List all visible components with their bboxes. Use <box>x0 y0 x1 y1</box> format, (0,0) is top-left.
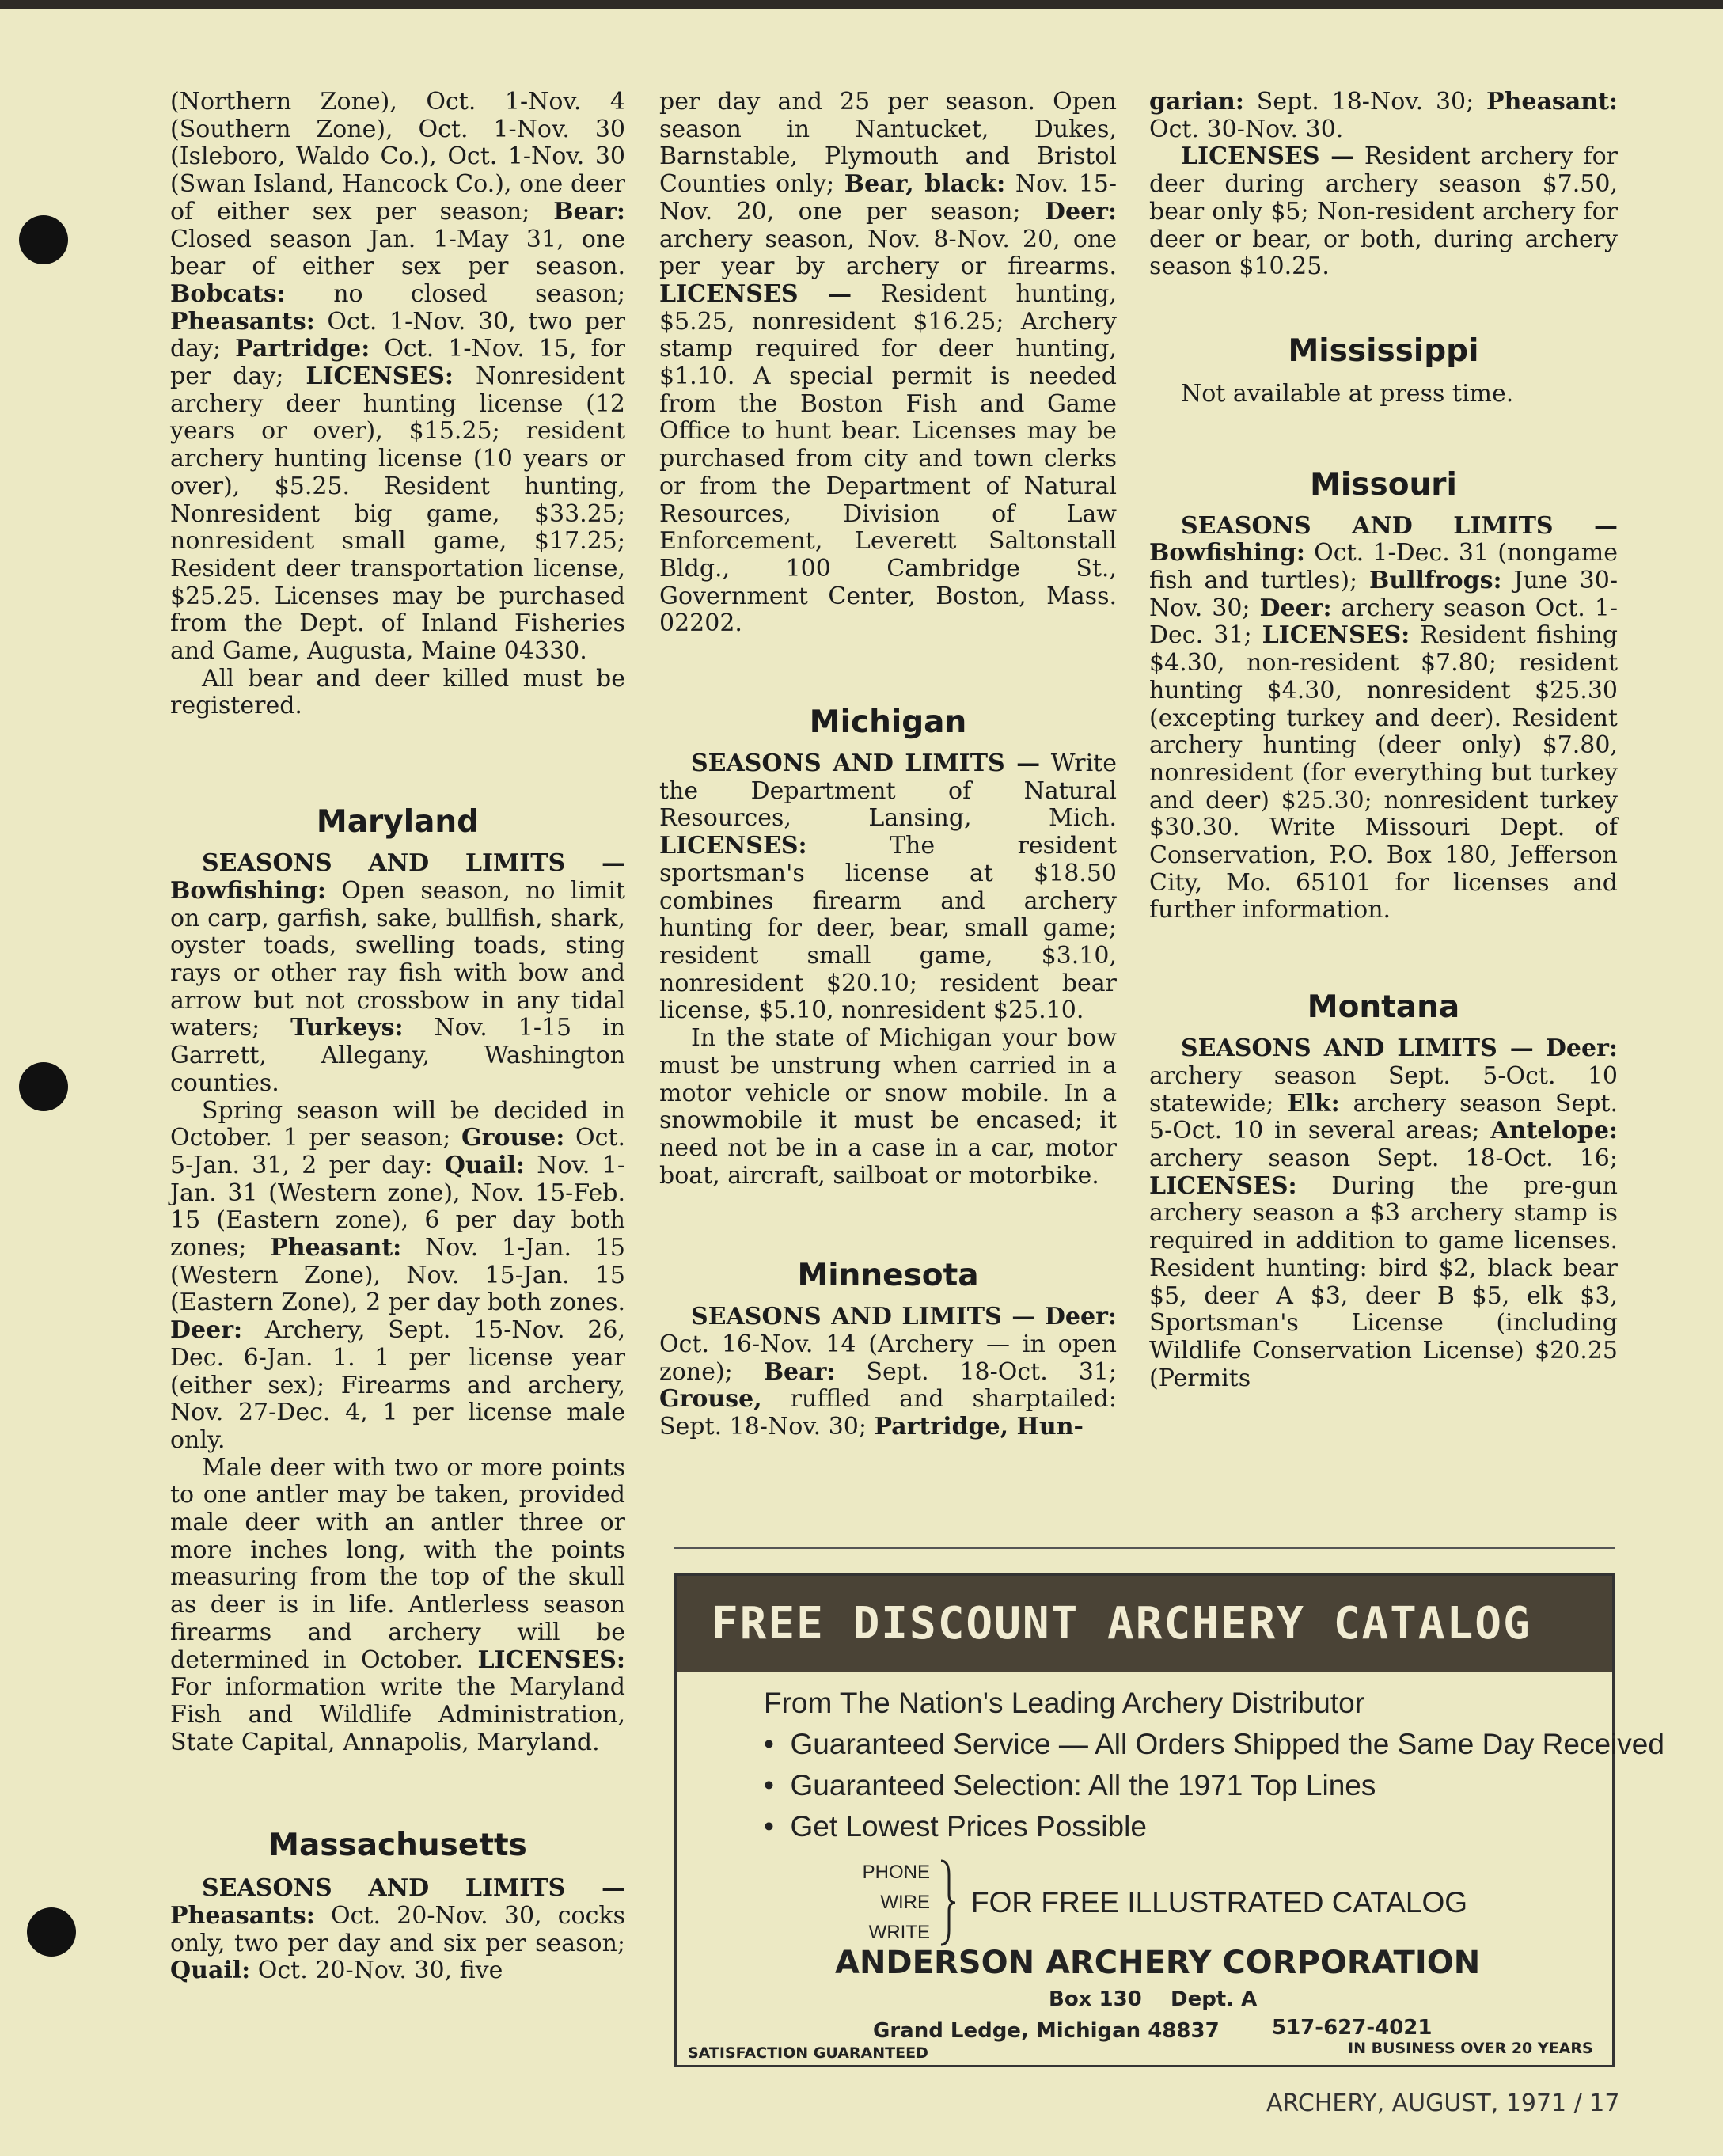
pheasant-text: Nov. 1-Jan. 15 (Western Zone), Nov. 15-Jan. 15 (Eastern Zone), 2 per day both zones. <box>170 1234 626 1317</box>
heading-montana: Montana <box>1307 989 1460 1026</box>
page-top-edge <box>0 0 1723 9</box>
ad-address-box: Box 130 Dept. A <box>1049 1987 1258 2011</box>
minnesota-licenses <box>1149 143 1618 281</box>
pheasants-label: Pheasants: <box>170 307 315 336</box>
ad-bullet <box>764 1728 1664 1761</box>
deer-text: archery season Sept. 5-Oct. 10 statewide; <box>1149 1061 1618 1118</box>
column-left <box>170 89 625 1985</box>
massachusetts-continuation <box>659 89 1117 638</box>
bullfrogs-text: June 30-Nov. 30; <box>1149 567 1618 622</box>
ad-address-city: Grand Ledge, Michigan 48837 <box>873 2019 1220 2043</box>
binder-hole-bottom <box>27 1907 76 1957</box>
brace-icon <box>938 1859 957 1946</box>
bear-label: Bear, black: <box>844 170 1006 199</box>
ad-bullet <box>764 1769 1376 1802</box>
bear-label: Bear: <box>763 1357 836 1386</box>
binder-hole-top <box>19 215 68 264</box>
hungarian-label: garian: <box>1149 88 1244 116</box>
archery-catalog-ad <box>674 1573 1664 2067</box>
maine-continuation <box>170 89 625 666</box>
bear-text: Nov. 15-Nov. 20, one per season; <box>659 170 1117 226</box>
deer-text: archery season, Nov. 8-Nov. 20, one per year by archery or firearms. <box>659 225 1117 281</box>
licenses-label: LICENSES: <box>306 362 454 391</box>
bowfishing-label: Bowfishing: <box>1149 539 1305 567</box>
heading-minnesota: Minnesota <box>797 1258 979 1294</box>
pheasant-label: Pheasant: <box>270 1234 402 1262</box>
licenses-label: LICENSES — <box>1181 142 1355 171</box>
seasons-label: SEASONS AND LIMITS — <box>1181 1034 1534 1063</box>
heading-michigan: Michigan <box>809 704 967 741</box>
contact-write: WRITE <box>868 1922 930 1943</box>
bowfishing-label: Bowfishing: <box>170 876 326 905</box>
antler-text: Male deer with two or more points to one antler may be taken, provided male deer with an antler three or more inches long, with the points measuring from the top of the skull as deer is in life. Antlerless season firearms and archery will be determined in October. <box>170 1453 625 1674</box>
binder-hole-middle <box>19 1062 68 1111</box>
grouse-text: ruffled and sharptailed: Sept. 18-Nov. 30; <box>659 1385 1117 1441</box>
seasons-label: SEASONS AND LIMITS — <box>202 849 625 878</box>
minnesota-continuation <box>1149 89 1618 143</box>
pheasants-text: Oct. 1-Nov. 30, two per day; <box>170 307 625 363</box>
grouse-label: Grouse: <box>461 1124 565 1152</box>
column-middle <box>659 89 1117 1441</box>
quail-label: Quail: <box>170 1957 251 1985</box>
seasons-label: SEASONS AND LIMITS — <box>691 1303 1036 1331</box>
bullet-icon: • <box>764 1769 774 1801</box>
grouse-label: Grouse, <box>659 1385 762 1414</box>
licenses-text: For information write the Maryland Fish and Wildlife Administration, State Capital, Annapolis, Maryland. <box>170 1673 625 1756</box>
pheasant-text: Oct. 30-Nov. 30. <box>1149 115 1344 143</box>
licenses-text: Resident hunting, $5.25, nonresident $16.25; Archery stamp required for deer hunting, $1.10. A special permit is needed from the Boston Fish and Game Office to hunt bear. Licenses may be purchased from city and town clerks or from the Department of Natural Resources, Division of Law Enforcement, Leverett Saltonstall Bldg., 100 Cambridge St., Government Center, Boston, Mass. 02202. <box>659 279 1117 638</box>
antelope-text: archery season Sept. 18-Oct. 16; <box>1149 1144 1618 1172</box>
antelope-label: Antelope: <box>1490 1117 1618 1145</box>
michigan-bow-rules: In the state of Michigan your bow must be unstrung when carried in a motor vehicle or snow mobile. In a snowmobile it must be encased; it need not be in a case in a car, motor boat, aircraft, sailboat or motorbike. <box>659 1024 1117 1190</box>
ad-satisfaction: SATISFACTION GUARANTEED <box>688 2044 928 2062</box>
ad-phone: 517-627-4021 <box>1272 2016 1433 2040</box>
bowfishing-text: Open season, no limit on carp, garfish, sake, bullfish, shark, oyster toads, swelling toads, sting rays or other ray fish with bow and arrow but not crossbow in any tidal waters; <box>170 876 625 1042</box>
contact-methods <box>843 1858 930 1948</box>
seasons-label: SEASONS AND LIMITS — <box>1181 511 1618 540</box>
quail-text: Nov. 1-Jan. 31 (Western zone), Nov. 15-Feb. 15 (Eastern zone), 6 per day both zones; <box>170 1151 625 1262</box>
open-season-text: per day and 25 per season. Open season in Nantucket, Dukes, Barnstable, Plymouth and Bristol Counties only; <box>659 88 1117 199</box>
bullfrogs-label: Bullfrogs: <box>1368 567 1502 595</box>
pheasant-label: Pheasant: <box>1486 88 1618 116</box>
bear-text: Sept. 18-Oct. 31; <box>835 1357 1117 1386</box>
ad-bullet-text: Guaranteed Service — All Orders Shipped the Same Day Received <box>790 1728 1664 1760</box>
deer-text: Archery, Sept. 15-Nov. 26, Dec. 6-Jan. 1. 1 per license year (either sex); Firearms and archery, Nov. 27-Dec. 4, 1 per license male only. <box>170 1316 625 1454</box>
deer-label: Deer: <box>1259 594 1332 622</box>
maryland-antler-rules <box>170 1455 625 1757</box>
licenses-text: Resident archery for deer during archery season $7.50, bear only $5; Non-resident archery for deer or bear, or both, during archery season $10.25. <box>1149 142 1618 281</box>
ad-bullet-text: Guaranteed Selection: All the 1971 Top Lines <box>790 1769 1376 1801</box>
hungarian-text: Sept. 18-Nov. 30; <box>1243 88 1487 116</box>
contact-phone: PHONE <box>862 1862 930 1883</box>
maryland-seasons <box>170 850 625 1097</box>
licenses-text: Nonresident archery deer hunting license (12 years or over), $15.25; resident archery hunting license (10 years or over), $5.25. Resident hunting, Nonresident big game, $33.25; nonresident small game, $17.25; Resident deer transportation license, $25.25. Licenses may be purchased from the Dept. of Inland Fisheries and Game, Augusta, Maine 04330. <box>170 362 625 666</box>
montana-seasons <box>1149 1035 1618 1392</box>
maryland-spring <box>170 1098 625 1455</box>
heading-mississippi: Mississippi <box>1288 332 1479 369</box>
pheasants-label: Pheasants: <box>170 1902 315 1930</box>
contact-wire: WIRE <box>880 1892 930 1913</box>
minnesota-seasons <box>659 1304 1117 1441</box>
licenses-label: LICENSES — <box>659 279 852 308</box>
ad-bullet <box>764 1810 1147 1843</box>
bear-label: Bear: <box>553 197 625 226</box>
heading-missouri: Missouri <box>1310 466 1457 503</box>
deer-text: Oct. 16-Nov. 14 (Archery — in open zone); <box>659 1330 1117 1386</box>
page-footer: ARCHERY, AUGUST, 1971 / 17 <box>1266 2090 1620 2117</box>
bear-text: Closed season Jan. 1-May 31, one bear of either sex per season. <box>170 225 625 281</box>
elk-text: archery season Sept. 5-Oct. 10 in several areas; <box>1149 1089 1618 1145</box>
ad-bullet-text: Get Lowest Prices Possible <box>790 1810 1147 1843</box>
licenses-label: LICENSES: <box>477 1645 625 1674</box>
bowfishing-text: Oct. 1-Dec. 31 (nongame fish and turtles); <box>1149 539 1618 595</box>
ad-headline: FREE DISCOUNT ARCHERY CATALOG <box>677 1576 1612 1672</box>
spring-text: Spring season will be decided in October. 1 per season; <box>170 1096 625 1152</box>
grouse-text: Oct. 5-Jan. 31, 2 per day: <box>170 1124 625 1179</box>
partridge-label: Partridge, Hun- <box>874 1413 1084 1441</box>
bullet-icon: • <box>764 1810 774 1843</box>
ad-divider-rule <box>674 1547 1615 1549</box>
licenses-label: LICENSES: <box>1262 621 1410 650</box>
licenses-text: During the pre-gun archery season a $3 archery stamp is required in addition to game licenses. Resident hunting: bird $2, black bear $5, deer A $3, deer B $5, elk $3, Sportsman's License (including Wildlife Conservation License) $20.25 (Permits <box>1149 1171 1618 1392</box>
partridge-text: Oct. 1-Nov. 15, for per day; <box>170 335 625 391</box>
ad-tagline: From The Nation's Leading Archery Distributor <box>764 1687 1365 1719</box>
maine-zones-text: (Northern Zone), Oct. 1-Nov. 4 (Southern Zone), Oct. 1-Nov. 30 (Isleboro, Waldo Co.), Oct. 1-Nov. 30 (Swan Island, Hancock Co.), one deer of either sex per season; <box>170 88 625 226</box>
seasons-label: SEASONS AND LIMITS — <box>202 1874 625 1903</box>
missouri-seasons <box>1149 513 1618 925</box>
deer-label: Deer: <box>170 1316 243 1345</box>
heading-maryland: Maryland <box>316 804 480 841</box>
licenses-label: LICENSES: <box>1149 1171 1297 1200</box>
quail-label: Quail: <box>444 1151 525 1179</box>
massachusetts-seasons <box>170 1875 625 1985</box>
licenses-text: The resident sportsman's license at $18.50 combines firearm and archery hunting for deer, bear, small game; resident small game, $3.10, nonresident $20.10; resident bear license, $5.10, nonresident $25.10. <box>659 832 1117 1025</box>
deer-text: archery season Oct. 1-Dec. 31; <box>1149 594 1618 650</box>
maine-registration-note: All bear and deer killed must be registered. <box>170 664 625 720</box>
turkeys-text: Nov. 1-15 in Garrett, Allegany, Washington counties. <box>170 1014 625 1097</box>
turkeys-label: Turkeys: <box>290 1014 404 1042</box>
partridge-label: Partridge: <box>235 335 370 363</box>
bobcats-label: Bobcats: <box>170 279 286 308</box>
michigan-seasons <box>659 750 1117 1025</box>
deer-label: Deer: <box>1044 1303 1117 1331</box>
mississippi-text: Not available at press time. <box>1181 379 1514 408</box>
elk-label: Elk: <box>1287 1089 1340 1118</box>
ad-company-name: ANDERSON ARCHERY CORPORATION <box>835 1945 1481 1981</box>
quail-text: Oct. 20-Nov. 30, five <box>250 1957 503 1985</box>
licenses-label: LICENSES: <box>659 832 807 860</box>
heading-massachusetts: Massachusetts <box>268 1828 527 1864</box>
deer-label: Deer: <box>1545 1034 1618 1063</box>
seasons-label: SEASONS AND LIMITS — <box>691 750 1041 778</box>
ad-in-business: IN BUSINESS OVER 20 YEARS <box>1348 2040 1593 2057</box>
deer-label: Deer: <box>1044 197 1117 226</box>
bullet-icon: • <box>764 1728 774 1760</box>
bobcats-text: no closed season; <box>285 279 625 308</box>
column-right <box>1149 89 1618 1392</box>
ad-catalog-cta: FOR FREE ILLUSTRATED CATALOG <box>971 1886 1468 1919</box>
pheasants-text: Oct. 20-Nov. 30, cocks only, two per day and six per season; <box>170 1902 625 1957</box>
licenses-text: Resident fishing $4.30, non-resident $7.80; resident hunting $4.30, nonresident $25.30 (excepting turkey and deer). Resident archery hunting (deer only) $7.80, nonresident (for everything but turkey and deer) $25.30; nonresident turkey $30.30. Write Missouri Dept. of Conservation, P.O. Box 180, Jefferson City, Mo. 65101 for licenses and further information. <box>1149 621 1618 924</box>
michigan-write-text: Write the Department of Natural Resources, Lansing, Mich. <box>659 750 1117 833</box>
